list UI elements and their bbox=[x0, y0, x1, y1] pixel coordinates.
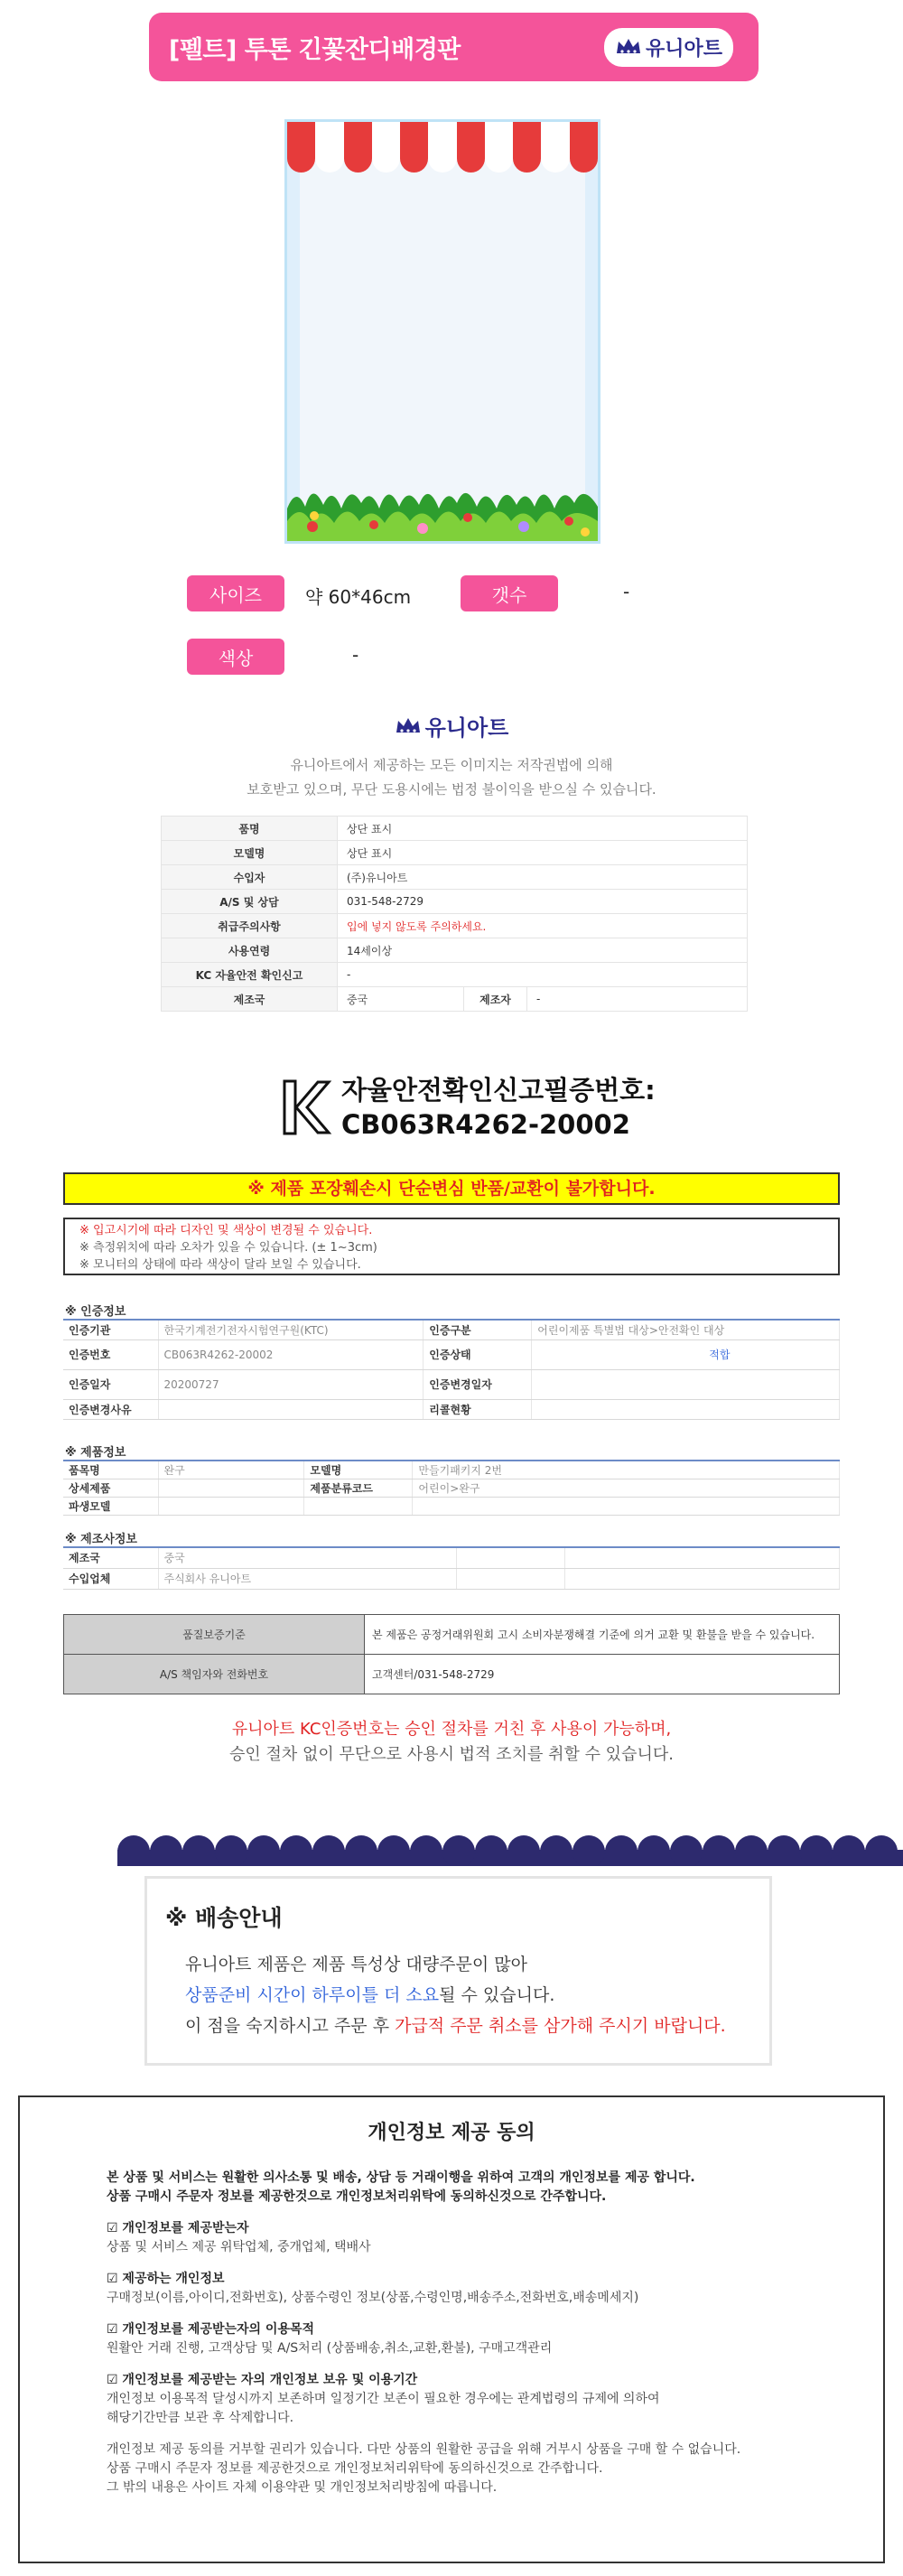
cert-section-title: ※ 인증정보 bbox=[65, 1305, 126, 1319]
table-row: 수입자 (주)유니아트 bbox=[162, 865, 748, 890]
table-row: 품목명 완구 모델명 만들기패키지 2번 bbox=[63, 1461, 840, 1479]
table-row: 파생모델 bbox=[63, 1497, 840, 1515]
cert-table bbox=[63, 1319, 840, 1420]
table-row: KC 자율안전 확인신고 - bbox=[162, 963, 748, 987]
product-title: [펠트] 투톤 긴꽃잔디배경판 bbox=[169, 35, 461, 64]
title-banner bbox=[149, 13, 759, 81]
kc-usage-notice: 유니아트 KC인증번호는 승인 절차를 거친 후 사용이 가능하며, 승인 절차 없이 무단으로 사용시 법적 조치를 취할 수 있습니다. bbox=[229, 1720, 674, 1764]
kc-mark-icon bbox=[282, 1078, 332, 1136]
table-row: 제조국 중국 제조자 - bbox=[162, 987, 748, 1012]
privacy-title: 개인정보 제공 동의 bbox=[368, 2122, 535, 2144]
color-label: 색상 bbox=[187, 639, 284, 675]
crown-icon bbox=[615, 37, 642, 57]
table-row: 모델명 상단 표시 bbox=[162, 841, 748, 865]
scallop-divider bbox=[117, 1834, 903, 1866]
kc-label: 자율안전확인신고필증번호: bbox=[341, 1075, 656, 1106]
table-row: 상세제품 제품분류코드 어린이>완구 bbox=[63, 1479, 840, 1497]
product-section-title: ※ 제품정보 bbox=[65, 1446, 126, 1460]
product-table bbox=[63, 1460, 840, 1516]
table-row: 사용연령 14세이상 bbox=[162, 938, 748, 963]
table-row: 수입업체 주식회사 유니아트 bbox=[63, 1568, 840, 1589]
size-label: 사이즈 bbox=[187, 575, 284, 611]
table-row: 제조국 중국 bbox=[63, 1547, 840, 1568]
brand-name: 유니아트 bbox=[645, 37, 722, 61]
quality-table bbox=[63, 1614, 840, 1694]
size-value: 약 60*46cm bbox=[305, 586, 412, 608]
copyright-notice: 유니아트에서 제공하는 모든 이미지는 저작권법에 의해 보호받고 있으며, 무단 도용시에는 법정 불이익을 받으실 수 있습니다. bbox=[247, 757, 656, 798]
kc-certification bbox=[282, 1073, 656, 1142]
table-row: 품명 상단 표시 bbox=[162, 817, 748, 841]
count-label: 갯수 bbox=[461, 575, 558, 611]
crown-icon bbox=[395, 716, 422, 736]
table-row: 인증번호 CB063R4262-20002 인증상태 적합 bbox=[63, 1339, 840, 1369]
delivery-notice: ※ 배송안내 유니아트 제품은 제품 특성상 대량주문이 많아 상품준비 시간이 하루이틀 더 소요될 수 있습니다. 이 점을 숙지하시고 주문 후 가급적 주문 취소를 삼가해 주시기 바랍니다. bbox=[144, 1876, 772, 2066]
product-notes: ※ 입고시기에 따라 디자인 및 색상이 변경될 수 있습니다. ※ 측정위치에 따라 오차가 있을 수 있습니다. (± 1~3cm) ※ 모니터의 상태에 따라 색상이 달라 보일 수 있습니다. bbox=[63, 1218, 840, 1275]
color-value: - bbox=[352, 644, 359, 666]
maker-section-title: ※ 제조사정보 bbox=[65, 1533, 137, 1546]
brand-logo bbox=[604, 28, 733, 67]
table-row: A/S 책임자와 전화번호 고객센터/031-548-2729 bbox=[64, 1655, 840, 1694]
table-row: 품질보증기준 본 제품은 공정거래위원회 고시 소비자분쟁해결 기준에 의거 교환 및 환불을 받을 수 있습니다. bbox=[64, 1615, 840, 1655]
table-row: 인증기관 한국기계전기전자시험연구원(KTC) 인증구분 어린이제품 특별법 대상>안전확인 대상 bbox=[63, 1320, 840, 1339]
maker-table bbox=[63, 1546, 840, 1590]
kc-number: CB063R4262-20002 bbox=[341, 1109, 630, 1140]
table-row: 인증일자 20200727 인증변경일자 bbox=[63, 1369, 840, 1399]
awning-decoration bbox=[287, 122, 598, 173]
brand-logo-center bbox=[0, 710, 903, 742]
product-image bbox=[284, 119, 600, 544]
table-row: A/S 및 상담 031-548-2729 bbox=[162, 890, 748, 914]
count-value: - bbox=[623, 581, 630, 602]
delivery-title: ※ 배송안내 bbox=[165, 1905, 283, 1931]
table-row: 인증변경사유 리콜현황 bbox=[63, 1399, 840, 1419]
brand-name: 유니아트 bbox=[424, 715, 509, 741]
table-row: 취급주의사항 입에 넣지 않도록 주의하세요. bbox=[162, 914, 748, 938]
grass-decoration bbox=[287, 481, 598, 541]
privacy-consent: 개인정보 제공 동의 본 상품 및 서비스는 원활한 의사소통 및 배송, 상담 등 거래이행을 위하여 고객의 개인정보를 제공 합니다. 상품 구매시 주문자 정보를 제공한것으로 개인정보처리위탁에 동의하신것으로 간주합니다. ☑ 개인정보를 제공받는자 상품 및 서비스 제공 위탁업체, 중개업체, 택배사 ☑ 제공하는 개인정보 구매정보(이름,아이디,전화번호), 상품수령인 정보(상품,수령인명,배송주소,전화번호,배송메세지) ☑ 개인정보를 제공받는자의 이용목적 원활안 거래 진행, 고객상담 및 A/S처리 (상품배송,취소,교환,환불), 구매고객관리 ☑ 개인정보를 제공받는 자의 개인정보 보유 및 이용기간 개인정보 이용목적 달성시까지 보존하며 일정기간 보존이 필요한 경우에는 관계법령의 규제에 의하여 해당기간만큼 보관 후 삭제합니다. 개인정보 제공 동의를 거부할 권리가 있습니다. 다만 상품의 원활한 공급을 위해 거부시 상품을 구매 할 수 없습니다. 상품 구매시 주문자 정보를 제공한것으로 개인정보처리위탁에 동의하신것으로 간주합니다. 그 밖의 내용은 사이트 자체 이용약관 및 개인정보처리방침에 따릅니다. bbox=[18, 2095, 885, 2563]
return-warning: ※ 제품 포장훼손시 단순변심 반품/교환이 불가합니다. bbox=[63, 1172, 840, 1205]
spec-table bbox=[161, 816, 748, 1012]
